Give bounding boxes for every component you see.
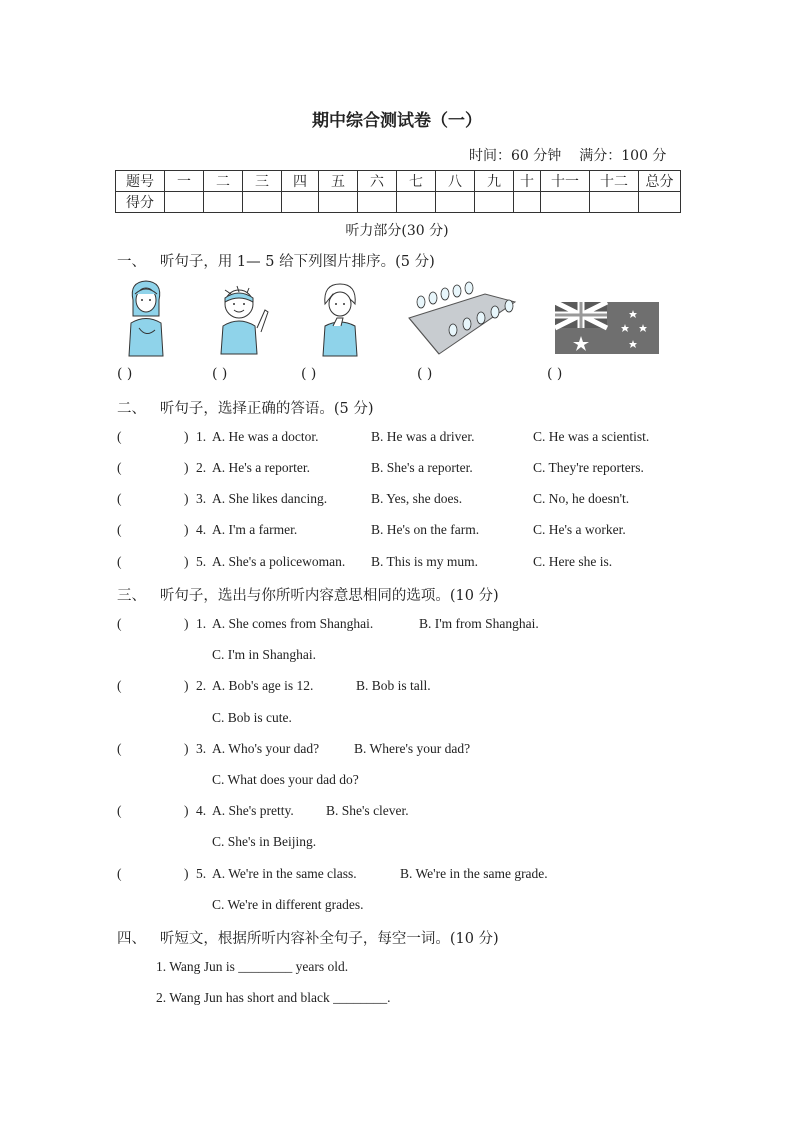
- score-table-header-row: [116, 171, 681, 192]
- fill-in-sentence-2[interactable]: 2. Wang Jun has short and black ________.: [156, 990, 391, 1005]
- answer-bracket-2[interactable]: ( ): [212, 366, 228, 382]
- option-a: A. She's pretty.: [212, 803, 294, 818]
- option-a: A. Bob's age is 12.: [212, 678, 314, 693]
- option-c: C. They're reporters.: [533, 460, 644, 475]
- option-c: C. She's in Beijing.: [212, 834, 317, 849]
- picture-row: [115, 278, 675, 360]
- score-cell[interactable]: [541, 192, 590, 213]
- answer-paren-open[interactable]: (: [117, 491, 122, 506]
- section-number: 一、: [117, 254, 146, 270]
- option-b: B. Where's your dad?: [354, 741, 471, 756]
- score-cell[interactable]: [436, 192, 475, 213]
- question-number: 5.: [196, 554, 207, 569]
- table-cell: 九: [475, 171, 514, 192]
- table-cell: 题号: [116, 171, 165, 192]
- answer-paren-close: ): [184, 616, 189, 631]
- section-2-heading: [117, 397, 373, 418]
- table-cell: 十: [514, 171, 541, 192]
- score-cell[interactable]: [639, 192, 681, 213]
- option-b: B. I'm from Shanghai.: [419, 616, 539, 631]
- option-a: A. He's a reporter.: [212, 460, 311, 475]
- option-a: A. She's a policewoman.: [212, 554, 346, 569]
- option-a: A. She likes dancing.: [212, 491, 328, 506]
- section-number: 三、: [117, 588, 146, 604]
- table-cell: 六: [358, 171, 397, 192]
- table-cell: 十一: [541, 171, 590, 192]
- street-trees-picture: [405, 282, 517, 356]
- score-cell[interactable]: [243, 192, 282, 213]
- option-b: B. This is my mum.: [371, 554, 479, 569]
- score-cell[interactable]: [475, 192, 514, 213]
- answer-paren-close: ): [184, 866, 189, 881]
- answer-paren-open[interactable]: (: [117, 460, 122, 475]
- section-instruction: 听句子，选择正确的答语。(5 分): [159, 401, 374, 417]
- answer-paren-open[interactable]: (: [117, 554, 122, 569]
- time-limit: 时间：60 分钟: [469, 148, 562, 164]
- table-cell: 七: [397, 171, 436, 192]
- table-cell: 得分: [116, 192, 165, 213]
- section-3-heading: [117, 584, 499, 605]
- score-cell[interactable]: [165, 192, 204, 213]
- option-b: B. Bob is tall.: [356, 678, 431, 693]
- answer-paren-open[interactable]: (: [117, 803, 122, 818]
- option-b: B. He was a driver.: [371, 429, 475, 444]
- question-number: 2.: [196, 678, 207, 693]
- question-number: 5.: [196, 866, 207, 881]
- option-c: C. Bob is cute.: [212, 710, 292, 725]
- answer-paren-close: ): [184, 522, 189, 537]
- answer-paren-close: ): [184, 678, 189, 693]
- section-instruction: 听句子，用 1— 5 给下列图片排序。(5 分): [159, 254, 435, 270]
- option-a: A. She comes from Shanghai.: [212, 616, 374, 631]
- question-number: 1.: [196, 429, 207, 444]
- answer-paren-open[interactable]: (: [117, 616, 122, 631]
- answer-paren-close: ): [184, 429, 189, 444]
- answer-paren-close: ): [184, 803, 189, 818]
- answer-paren-open[interactable]: (: [117, 522, 122, 537]
- answer-paren-open[interactable]: (: [117, 429, 122, 444]
- answer-bracket-5[interactable]: ( ): [547, 366, 563, 382]
- girl-long-hair-picture: [121, 278, 171, 356]
- option-c: C. I'm in Shanghai.: [212, 647, 317, 662]
- option-a: A. I'm a farmer.: [212, 522, 298, 537]
- answer-paren-close: ): [184, 554, 189, 569]
- answer-paren-open[interactable]: (: [117, 866, 122, 881]
- table-cell: 二: [204, 171, 243, 192]
- option-a: A. He was a doctor.: [212, 429, 319, 444]
- table-cell: 五: [319, 171, 358, 192]
- score-cell[interactable]: [282, 192, 319, 213]
- score-cell[interactable]: [204, 192, 243, 213]
- option-c: C. Here she is.: [533, 554, 613, 569]
- answer-paren-open[interactable]: (: [117, 741, 122, 756]
- score-cell[interactable]: [397, 192, 436, 213]
- score-table-score-row: [116, 192, 681, 213]
- score-table: [115, 170, 681, 213]
- option-c: C. He was a scientist.: [533, 429, 650, 444]
- section-4-heading: [117, 927, 499, 948]
- answer-paren-open[interactable]: (: [117, 678, 122, 693]
- section-number: 四、: [117, 931, 146, 947]
- table-cell: 四: [282, 171, 319, 192]
- answer-bracket-3[interactable]: ( ): [301, 366, 317, 382]
- answer-paren-close: ): [184, 491, 189, 506]
- table-cell: 一: [165, 171, 204, 192]
- section-1-heading: [117, 250, 435, 271]
- table-cell: 八: [436, 171, 475, 192]
- option-c: C. No, he doesn't.: [533, 491, 630, 506]
- listening-heading: 听力部分(30 分): [345, 223, 449, 239]
- option-c: C. We're in different grades.: [212, 897, 364, 912]
- option-b: B. He's on the farm.: [371, 522, 480, 537]
- answer-paren-close: ): [184, 741, 189, 756]
- section-instruction: 听短文，根据所听内容补全句子，每空一词。(10 分): [159, 931, 499, 947]
- option-c: C. What does your dad do?: [212, 772, 359, 787]
- boy-headband-picture: [215, 282, 271, 354]
- question-number: 4.: [196, 522, 207, 537]
- question-number: 4.: [196, 803, 207, 818]
- table-cell: 十二: [590, 171, 639, 192]
- score-cell[interactable]: [514, 192, 541, 213]
- section-number: 二、: [117, 401, 146, 417]
- table-cell: 三: [243, 171, 282, 192]
- page-title: 期中综合测试卷（一）: [312, 111, 482, 131]
- option-b: B. She's clever.: [326, 803, 409, 818]
- exam-meta: [469, 145, 666, 165]
- option-b: B. We're in the same grade.: [400, 866, 548, 881]
- option-b: B. She's a reporter.: [371, 460, 473, 475]
- fill-in-sentence-1[interactable]: 1. Wang Jun is ________ years old.: [156, 959, 349, 974]
- score-cell[interactable]: [319, 192, 358, 213]
- question-number: 3.: [196, 491, 207, 506]
- full-score: 满分：100 分: [579, 148, 667, 164]
- answer-bracket-4[interactable]: ( ): [417, 366, 433, 382]
- score-cell[interactable]: [590, 192, 639, 213]
- table-cell: 总分: [639, 171, 681, 192]
- option-c: C. He's a worker.: [533, 522, 626, 537]
- answer-paren-close: ): [184, 460, 189, 475]
- option-b: B. Yes, she does.: [371, 491, 463, 506]
- girl-short-hair-picture: [315, 280, 365, 356]
- question-number: 2.: [196, 460, 207, 475]
- question-number: 1.: [196, 616, 207, 631]
- score-cell[interactable]: [358, 192, 397, 213]
- question-number: 3.: [196, 741, 207, 756]
- option-a: A. Who's your dad?: [212, 741, 320, 756]
- australian-flag-picture: [555, 302, 659, 354]
- section-instruction: 听句子，选出与你所听内容意思相同的选项。(10 分): [159, 588, 499, 604]
- option-a: A. We're in the same class.: [212, 866, 357, 881]
- answer-bracket-1[interactable]: ( ): [117, 366, 133, 382]
